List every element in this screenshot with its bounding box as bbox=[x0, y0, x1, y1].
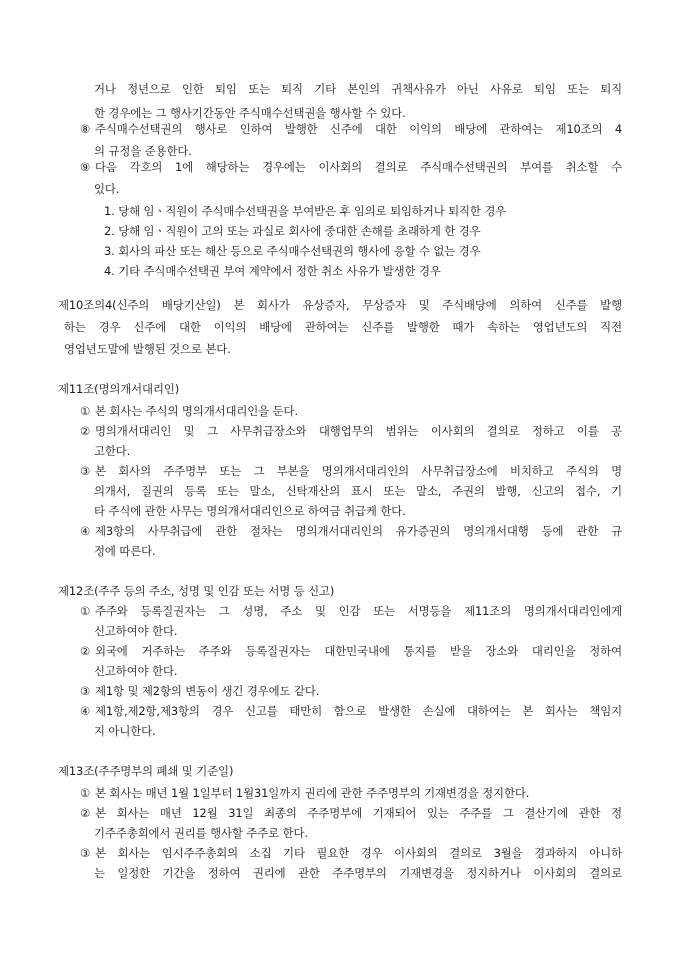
para-mark: ② bbox=[80, 806, 91, 820]
para-mark: ② bbox=[80, 644, 91, 658]
art11-para-3-line-3: 타 주식에 관한 사무는 명의개서대리인으로 하여금 취급케 한다. bbox=[94, 504, 406, 518]
art11-para-2-line-1: ② 명의개서대리인 및 그 사무취급장소와 대행업무의 범위는 이사회의 결의로 정하고 이를 공 bbox=[80, 424, 622, 438]
art13-para-1: ① 본 회사는 매년 1월 1일부터 1월31일까지 권리에 관한 주주명부의 기재변경을 정지한다. bbox=[80, 786, 530, 800]
cancel-condition-item-4: 4. 기타 주식매수선택권 부여 계약에서 정한 취소 사유가 발생한 경우 bbox=[104, 264, 441, 278]
cancel-condition-item-1: 1. 당해 임ㆍ직원이 주식매수선택권을 부여받은 후 임의로 퇴임하거나 퇴직한 경우 bbox=[104, 204, 507, 218]
para-mark: ④ bbox=[80, 524, 91, 538]
art11-title: 제11조(명의개서대리인) bbox=[58, 382, 180, 396]
para-mark: ③ bbox=[80, 684, 91, 698]
art10-4-line-1: 제10조의4(신주의 배당기산일) 본 회사가 유상증자, 무상증자 및 주식배당에 의하여 신주를 발행 bbox=[58, 298, 622, 312]
para-mark: ③ bbox=[80, 464, 91, 478]
para-mark: ② bbox=[80, 424, 91, 438]
art12-para-2-line-2: 신고하여야 한다. bbox=[94, 664, 178, 678]
art10-para-8-line-2: 의 규정을 준용한다. bbox=[94, 144, 192, 158]
art11-para-2-line-2: 고한다. bbox=[94, 444, 131, 458]
art10-para-9-line-2: 있다. bbox=[94, 182, 120, 196]
art10-continuation-line-2: 한 경우에는 그 행사기간동안 주식매수선택권을 행사할 수 있다. bbox=[94, 106, 406, 120]
art11-para-4-line-2: 정에 따른다. bbox=[94, 544, 156, 558]
para-mark: ⑨ bbox=[80, 160, 91, 174]
art10-continuation-line-1: 거나 정년으로 인한 퇴임 또는 퇴직 기타 본인의 귀책사유가 아닌 사유로 퇴임 또는 퇴직 bbox=[94, 82, 622, 96]
art12-para-4-line-1: ④ 제1항,제2항,제3항의 경우 신고를 태만히 함으로 발생한 손실에 대하여는 본 회사는 책임지 bbox=[80, 704, 622, 718]
art13-para-2-line-1: ② 본 회사는 매년 12월 31일 최종의 주주명부에 기재되어 있는 주주를 그 결산기에 관한 정 bbox=[80, 806, 622, 820]
art11-para-3-line-1: ③ 본 회사의 주주명부 또는 그 부본을 명의개서대리인의 사무취급장소에 비치하고 주식의 명 bbox=[80, 464, 622, 478]
art11-para-1: ① 본 회사는 주식의 명의개서대리인을 둔다. bbox=[80, 404, 298, 418]
art11-para-3-line-2: 의개서, 질권의 등록 또는 말소, 신탁재산의 표시 또는 말소, 주권의 발행, 신고의 접수, 기 bbox=[94, 484, 622, 498]
art11-para-4-line-1: ④ 제3항의 사무취급에 관한 절차는 명의개서대리인의 유가증권의 명의개서대행 등에 관한 규 bbox=[80, 524, 622, 538]
art12-para-4-line-2: 지 아니한다. bbox=[94, 724, 156, 738]
para-mark: ⑧ bbox=[80, 122, 91, 136]
para-mark: ③ bbox=[80, 846, 91, 860]
art12-para-1-line-2: 신고하여야 한다. bbox=[94, 624, 178, 638]
art12-para-3: ③ 제1항 및 제2항의 변동이 생긴 경우에도 같다. bbox=[80, 684, 320, 698]
art12-para-2-line-1: ② 외국에 거주하는 주주와 등록질권자는 대한민국내에 통지를 받을 장소와 대리인을 정하여 bbox=[80, 644, 622, 658]
art10-para-8-line-1: ⑧ 주식매수선택권의 행사로 인하여 발행한 신주에 대한 이익의 배당에 관하여는 제10조의 4 bbox=[80, 122, 622, 136]
cancel-condition-item-3: 3. 회사의 파산 또는 해산 등으로 주식매수선택권의 행사에 응할 수 없는 경우 bbox=[104, 244, 481, 258]
para-mark: ④ bbox=[80, 704, 91, 718]
art12-title: 제12조(주주 등의 주소, 성명 및 인감 또는 서명 등 신고) bbox=[58, 584, 335, 598]
art10-para-9-line-1: ⑨ 다음 각호의 1에 해당하는 경우에는 이사회의 결의로 주식매수선택권의 부여를 취소할 수 bbox=[80, 160, 622, 174]
art13-para-3-line-1: ③ 본 회사는 임시주주총회의 소집 기타 필요한 경우 이사회의 결의로 3월을 경과하지 아니하 bbox=[80, 846, 622, 860]
art13-para-2-line-2: 기주주총회에서 권리를 행사할 주주로 한다. bbox=[94, 826, 308, 840]
para-mark: ① bbox=[80, 786, 91, 800]
para-mark: ① bbox=[80, 404, 91, 418]
art10-4-line-3: 영업년도말에 발행된 것으로 본다. bbox=[64, 342, 231, 356]
art12-para-1-line-1: ① 주주와 등록질권자는 그 성명, 주소 및 인감 또는 서명등을 제11조의 명의개서대리인에게 bbox=[80, 604, 622, 618]
art10-4-line-2: 하는 경우 신주에 대한 이익의 배당에 관하여는 신주를 발행한 때가 속하는 영업년도의 직전 bbox=[64, 320, 622, 334]
art13-title: 제13조(주주명부의 폐쇄 및 기준일) bbox=[58, 764, 234, 778]
para-mark: ① bbox=[80, 604, 91, 618]
cancel-condition-item-2: 2. 당해 임ㆍ직원이 고의 또는 과실로 회사에 중대한 손해를 초래하게 한 경우 bbox=[104, 224, 481, 238]
art13-para-3-line-2: 는 일정한 기간을 정하여 권리에 관한 주주명부의 기재변경을 정지하거나 이사회의 결의로 bbox=[94, 866, 622, 880]
